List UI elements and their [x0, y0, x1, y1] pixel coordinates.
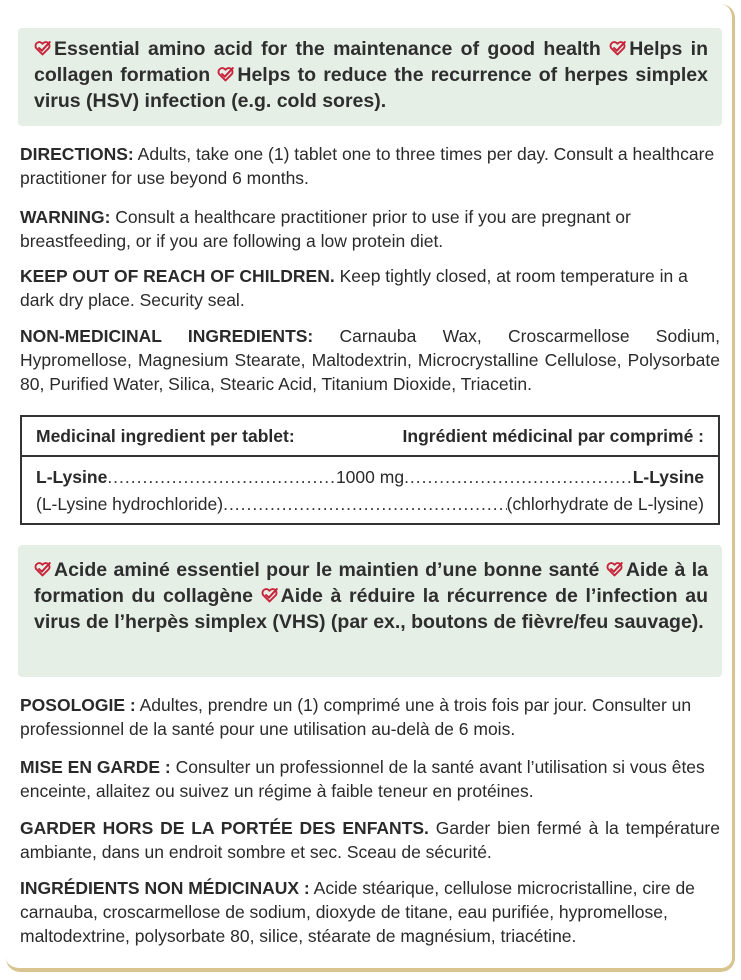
non-medicinal-paragraph — [20, 324, 720, 396]
ingredient-source-french: (chlorhydrate de L-lysine) — [506, 494, 704, 514]
dot-leader — [107, 467, 336, 488]
claim-en-2: Helps in collagen formation — [34, 38, 708, 86]
garder-label: GARDER HORS DE LA PORTÉE DES ENFANTS. — [20, 818, 429, 838]
dot-leader — [223, 494, 506, 515]
ingredient-name-french: L-Lysine — [632, 467, 705, 487]
claim-fr-2: Aide à la formation du collagène — [34, 559, 709, 607]
heart-check-icon — [609, 40, 626, 57]
non-medicinal-label: NON-MEDICINAL INGREDIENTS: — [20, 326, 314, 346]
mise-en-garde-text: Consulter un professionnel de la santé avant l’utilisation si vous êtes enceinte, allaitez ou suivez un régime à faible teneur en protéines. — [20, 757, 705, 801]
heart-check-icon — [34, 40, 51, 57]
heart-check-icon — [34, 561, 51, 578]
table-header-french: Ingrédient médicinal par comprimé : — [402, 426, 704, 446]
table-row — [36, 494, 704, 518]
medicinal-ingredient-table — [20, 415, 720, 525]
posologie-paragraph — [20, 693, 720, 741]
keep-out-label: KEEP OUT OF REACH OF CHILDREN. — [20, 266, 335, 286]
claim-en-3: Helps to reduce the recurrence of herpes simplex virus (HSV) infection (e.g. cold sores). — [34, 64, 708, 112]
warning-text: Consult a healthcare practitioner prior to use if you are pregnant or breastfeeding, or if you are following a low protein diet. — [20, 207, 631, 251]
claims-panel-french — [18, 545, 722, 677]
posologie-label: POSOLOGIE : — [20, 695, 136, 715]
mise-en-garde-label: MISE EN GARDE : — [20, 757, 171, 777]
posologie-text: Adultes, prendre un (1) comprimé une à trois fois par jour. Consulter un professionnel de la santé pour une utilisation au-delà de 6 mois. — [20, 695, 692, 739]
claim-fr-3: Aide à réduire la récurrence de l’infection au virus de l’herpès simplex (VHS) (par ex., boutons de fièvre/feu sauvage). — [34, 585, 708, 633]
ingredient-source-english: (L-Lysine hydrochloride) — [36, 494, 224, 514]
directions-text: Adults, take one (1) tablet one to three times per day. Consult a healthcare practitioner for use beyond 6 months. — [20, 144, 715, 188]
non-medicinal-text: Carnauba Wax, Croscarmellose Sodium, Hypromellose, Magnesium Stearate, Maltodextrin, Microcrystalline Cellulose, Polysorbate 80, Purified Water, Silica, Stearic Acid, Titanium Dioxide, Triacetin. — [20, 326, 720, 394]
non-medicinaux-label: INGRÉDIENTS NON MÉDICINAUX : — [20, 878, 310, 898]
ingredient-name-english: L-Lysine — [36, 467, 108, 487]
dot-leader — [404, 467, 633, 488]
claim-fr-1: Acide aminé essentiel pour le maintien d’une bonne santé — [54, 559, 600, 581]
table-row — [36, 467, 704, 491]
non-medicinaux-text: Acide stéarique, cellulose microcristalline, cire de carnauba, croscarmellose de sodium, dioxyde de titane, eau purifiée, hypromellose, maltodextrine, polysorbate 80, silice, stéarate de magnésium, triacétine. — [20, 878, 695, 946]
keep-out-paragraph — [20, 264, 720, 312]
mise-en-garde-paragraph — [20, 755, 720, 803]
garder-text: Garder bien fermé à la température ambiante, dans un endroit sombre et sec. Sceau de sécurité. — [20, 818, 720, 862]
directions-paragraph — [20, 142, 720, 190]
warning-paragraph — [20, 205, 720, 253]
garder-paragraph — [20, 816, 720, 864]
heart-check-icon — [261, 587, 278, 604]
heart-check-icon — [606, 561, 623, 578]
table-header — [22, 417, 718, 457]
ingredient-amount: 1000 mg — [335, 467, 405, 487]
table-header-english: Medicinal ingredient per tablet: — [36, 426, 295, 446]
warning-label: WARNING: — [20, 207, 111, 227]
keep-out-text: Keep tightly closed, at room temperature in a dark dry place. Security seal. — [20, 266, 688, 310]
heart-check-icon — [217, 66, 234, 83]
non-medicinaux-paragraph — [20, 876, 720, 948]
claims-panel-english — [18, 28, 722, 126]
directions-label: DIRECTIONS: — [20, 144, 134, 164]
claim-en-1: Essential amino acid for the maintenance of good health — [54, 38, 601, 60]
